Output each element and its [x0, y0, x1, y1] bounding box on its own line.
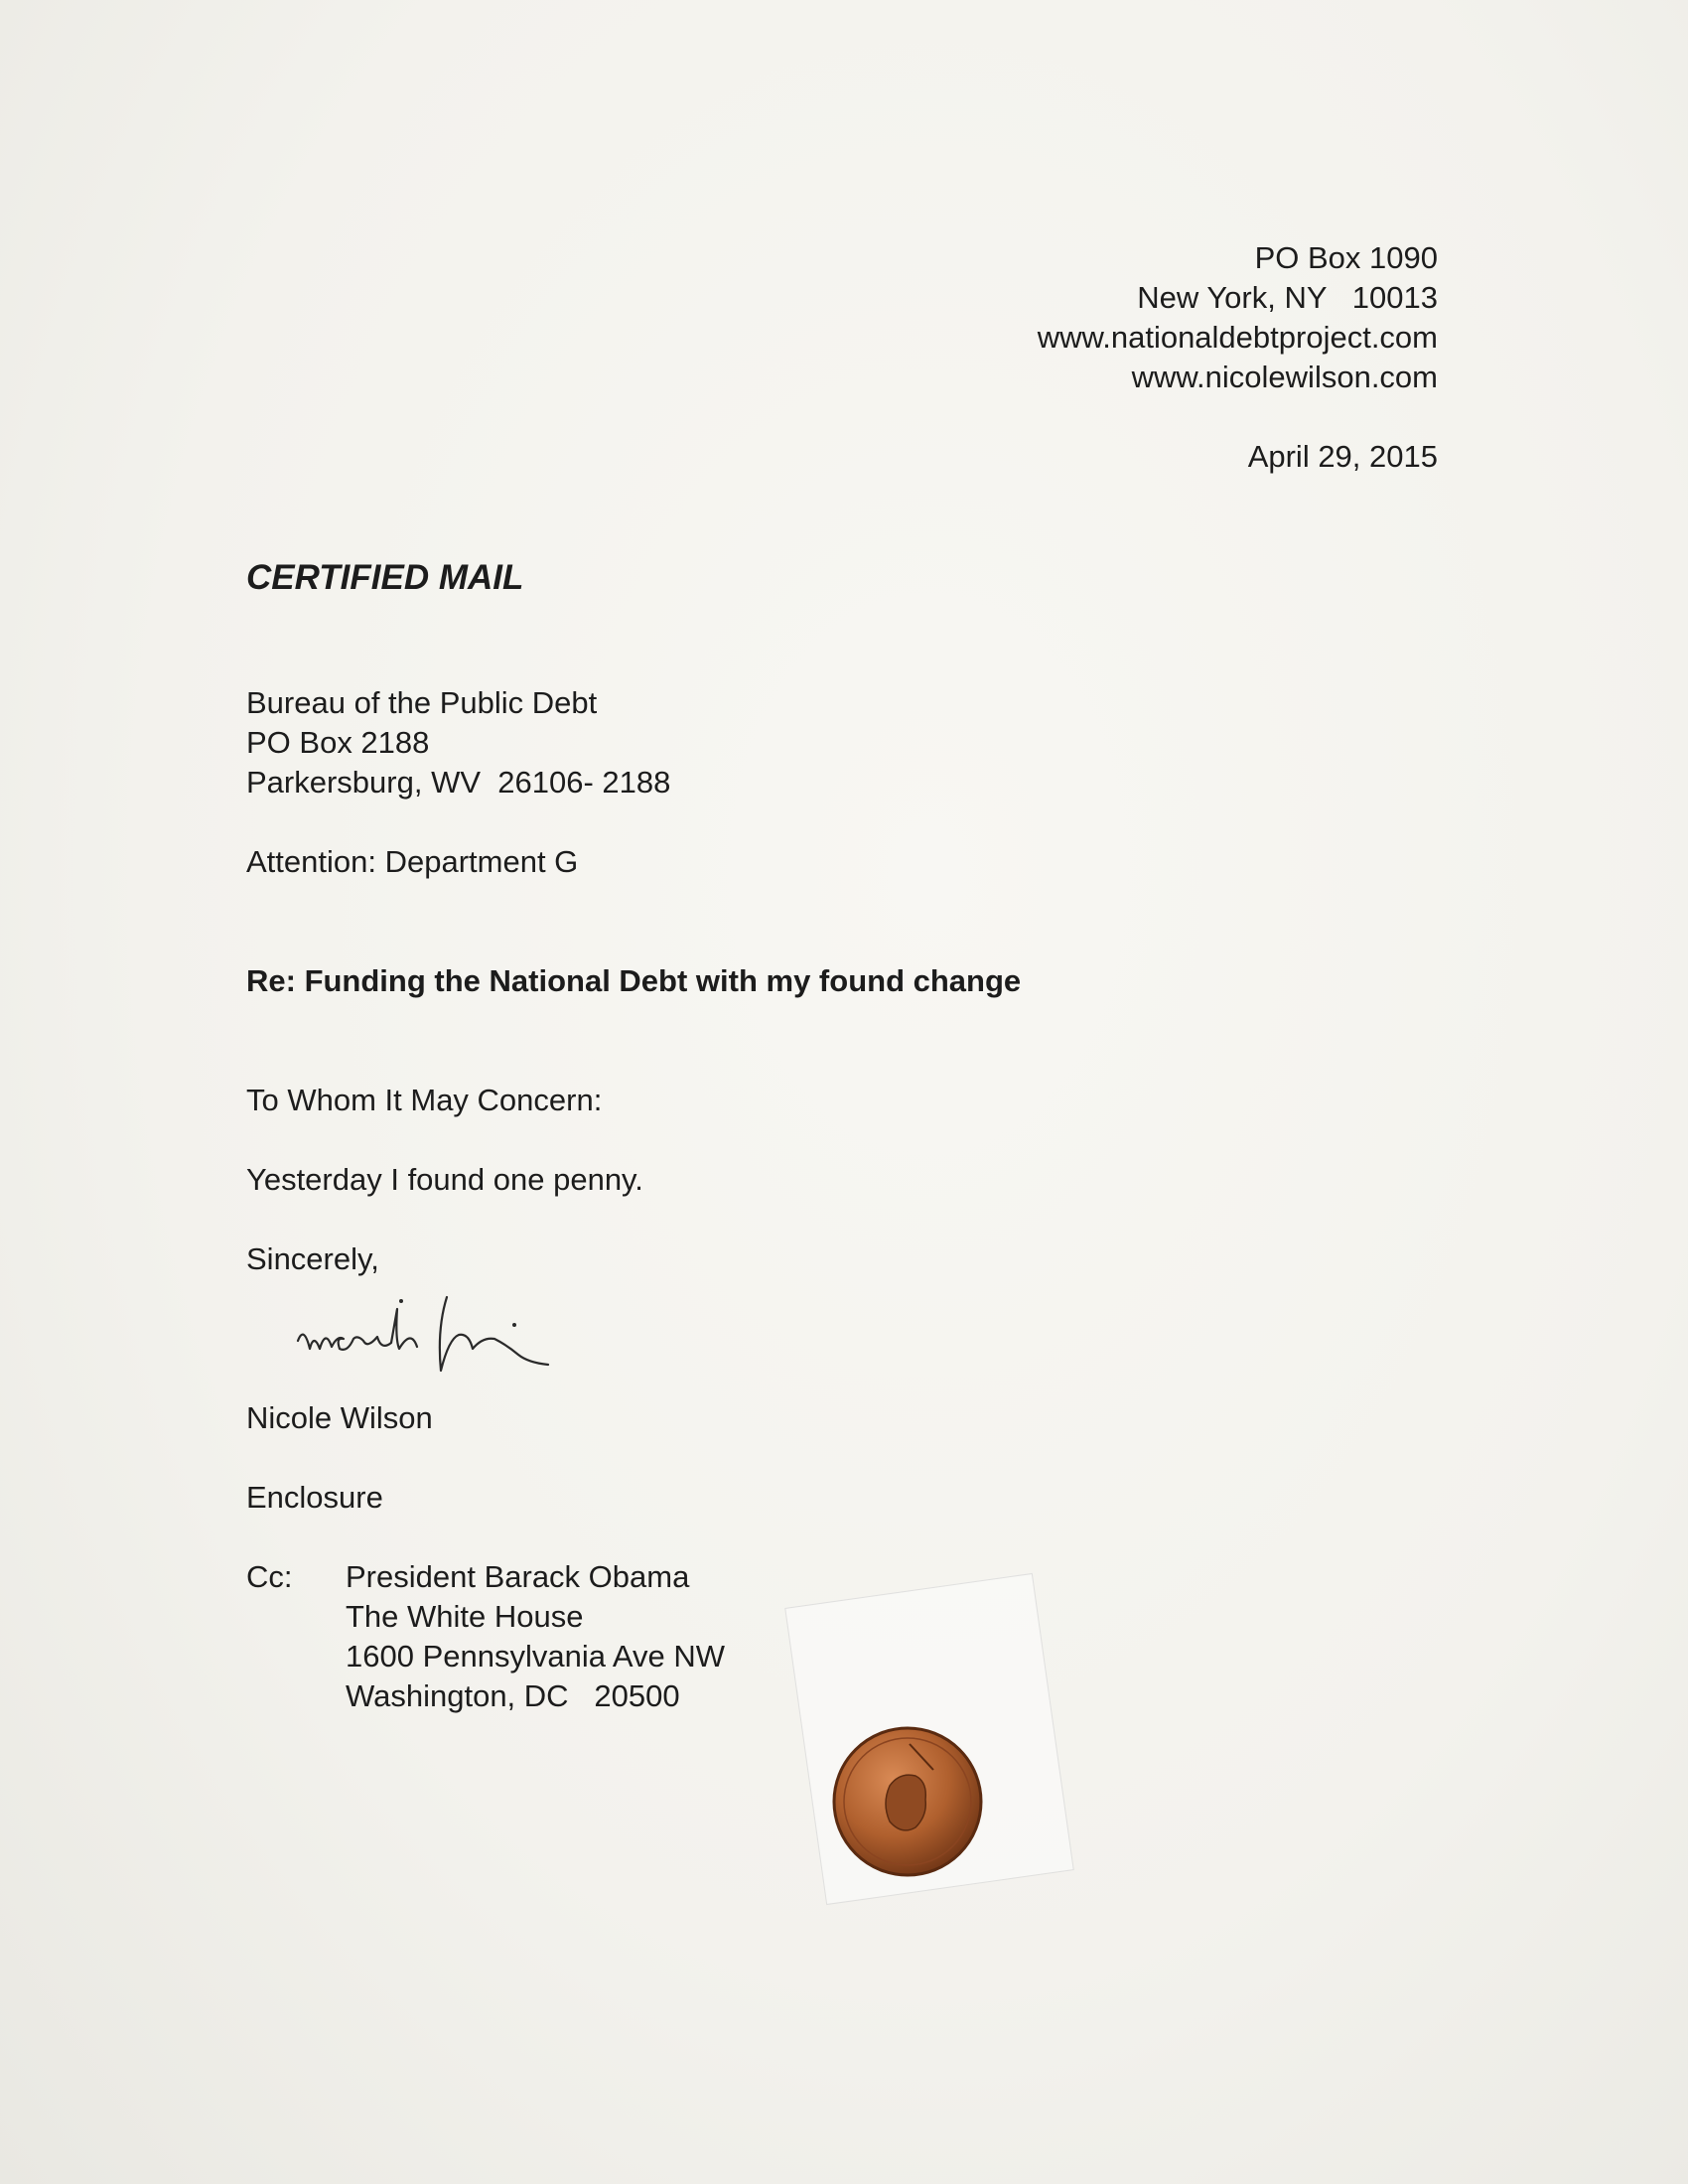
sender-address-line2: New York, NY 10013	[1137, 280, 1438, 315]
recipient-address	[246, 683, 670, 802]
cc-address	[346, 1557, 725, 1716]
cc-name: President Barack Obama	[346, 1559, 690, 1594]
cc-address-line2: 1600 Pennsylvania Ave NW	[346, 1639, 725, 1674]
greeting: To Whom It May Concern:	[246, 1083, 603, 1117]
enclosure-note: Enclosure	[246, 1480, 383, 1515]
attention-line: Attention: Department G	[246, 844, 579, 879]
recipient-name: Bureau of the Public Debt	[246, 685, 598, 720]
recipient-address-line2: Parkersburg, WV 26106- 2188	[246, 765, 671, 800]
closing: Sincerely,	[246, 1241, 379, 1276]
letter-date: April 29, 2015	[1247, 439, 1438, 474]
handwritten-signature	[288, 1289, 665, 1398]
sender-website1: www.nationaldebtproject.com	[1037, 320, 1438, 355]
subject-line: Re: Funding the National Debt with my found change	[246, 963, 1022, 998]
sender-address-line1: PO Box 1090	[1254, 240, 1438, 275]
cc-address-line3: Washington, DC 20500	[346, 1678, 680, 1713]
cc-label: Cc:	[246, 1559, 293, 1594]
signer-name: Nicole Wilson	[246, 1400, 433, 1435]
letter-body: Yesterday I found one penny.	[246, 1162, 643, 1197]
sender-website2: www.nicolewilson.com	[1131, 360, 1438, 394]
certified-mail-heading: CERTIFIED MAIL	[246, 558, 524, 597]
penny-icon	[830, 1724, 985, 1879]
sender-address	[1038, 238, 1438, 397]
cc-address-line1: The White House	[346, 1599, 584, 1634]
recipient-address-line1: PO Box 2188	[246, 725, 430, 760]
